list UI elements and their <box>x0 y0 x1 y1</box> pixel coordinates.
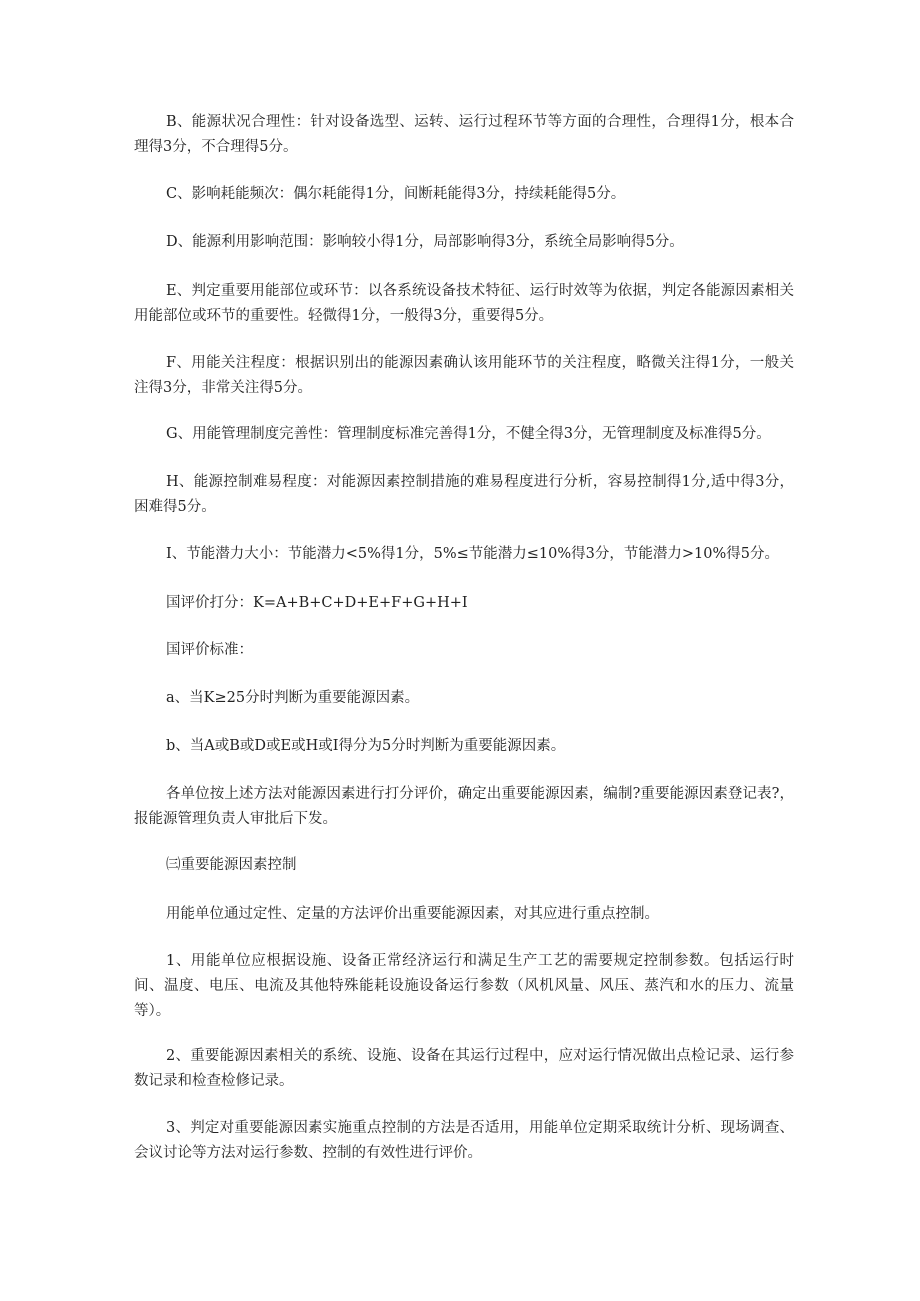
evaluation-standard-heading: 国评价标准： <box>166 642 253 658</box>
control-intro-paragraph: 用能单位通过定性、定量的方法评价出重要能源因素，对其应进行重点控制。 <box>166 906 659 922</box>
criterion-b-paragraph: B、能源状况合理性：针对设备选型、运转、运行过程环节等方面的合理性，合理得1分，根本合理得3分，不合理得5分。 <box>134 114 794 155</box>
registration-paragraph: 各单位按上述方法对能源因素进行打分评价，确定出重要能源因素，编制?重要能源因素登记表?，报能源管理负责人审批后下发。 <box>134 786 794 827</box>
scoring-formula-paragraph: 国评价打分：K=A+B+C+D+E+F+G+H+I <box>166 595 468 611</box>
control-item-2-paragraph: 2、重要能源因素相关的系统、设施、设备在其运行过程中，应对运行情况做出点检记录、运行参数记录和检查检修记录。 <box>134 1048 794 1089</box>
standard-a-paragraph: a、当K≥25分时判断为重要能源因素。 <box>166 690 420 706</box>
criterion-g-paragraph: G、用能管理制度完善性：管理制度标准完善得1分，不健全得3分，无管理制度及标准得5分。 <box>166 426 771 442</box>
criterion-h-paragraph: H、能源控制难易程度：对能源因素控制措施的难易程度进行分析，容易控制得1分,适中得3分，困难得5分。 <box>134 474 794 515</box>
criterion-f-paragraph: F、用能关注程度：根据识别出的能源因素确认该用能环节的关注程度，略微关注得1分，一般关注得3分，非常关注得5分。 <box>134 355 794 396</box>
section-3-heading: ㈢重要能源因素控制 <box>166 857 297 873</box>
criterion-d-paragraph: D、能源利用影响范围：影响较小得1分，局部影响得3分，系统全局影响得5分。 <box>166 234 684 250</box>
criterion-e-paragraph: E、判定重要用能部位或环节：以各系统设备技术特征、运行时效等为依据，判定各能源因素相关用能部位或环节的重要性。轻微得1分，一般得3分，重要得5分。 <box>134 283 794 324</box>
control-item-1-paragraph: 1、用能单位应根据设施、设备正常经济运行和满足生产工艺的需要规定控制参数。包括运行时间、温度、电压、电流及其他特殊能耗设施设备运行参数（风机风量、风压、蒸汽和水的压力、流量等）。 <box>134 953 794 1019</box>
standard-b-paragraph: b、当A或B或D或E或H或I得分为5分时判断为重要能源因素。 <box>166 738 566 754</box>
criterion-i-paragraph: I、节能潜力大小：节能潜力<5%得1分，5%≤节能潜力≤10%得3分，节能潜力>10%得5分。 <box>166 546 779 562</box>
control-item-3-paragraph: 3、判定对重要能源因素实施重点控制的方法是否适用，用能单位定期采取统计分析、现场调查、会议讨论等方法对运行参数、控制的有效性进行评价。 <box>134 1120 794 1161</box>
criterion-c-paragraph: C、影响耗能频次：偶尔耗能得1分，间断耗能得3分，持续耗能得5分。 <box>166 186 626 202</box>
